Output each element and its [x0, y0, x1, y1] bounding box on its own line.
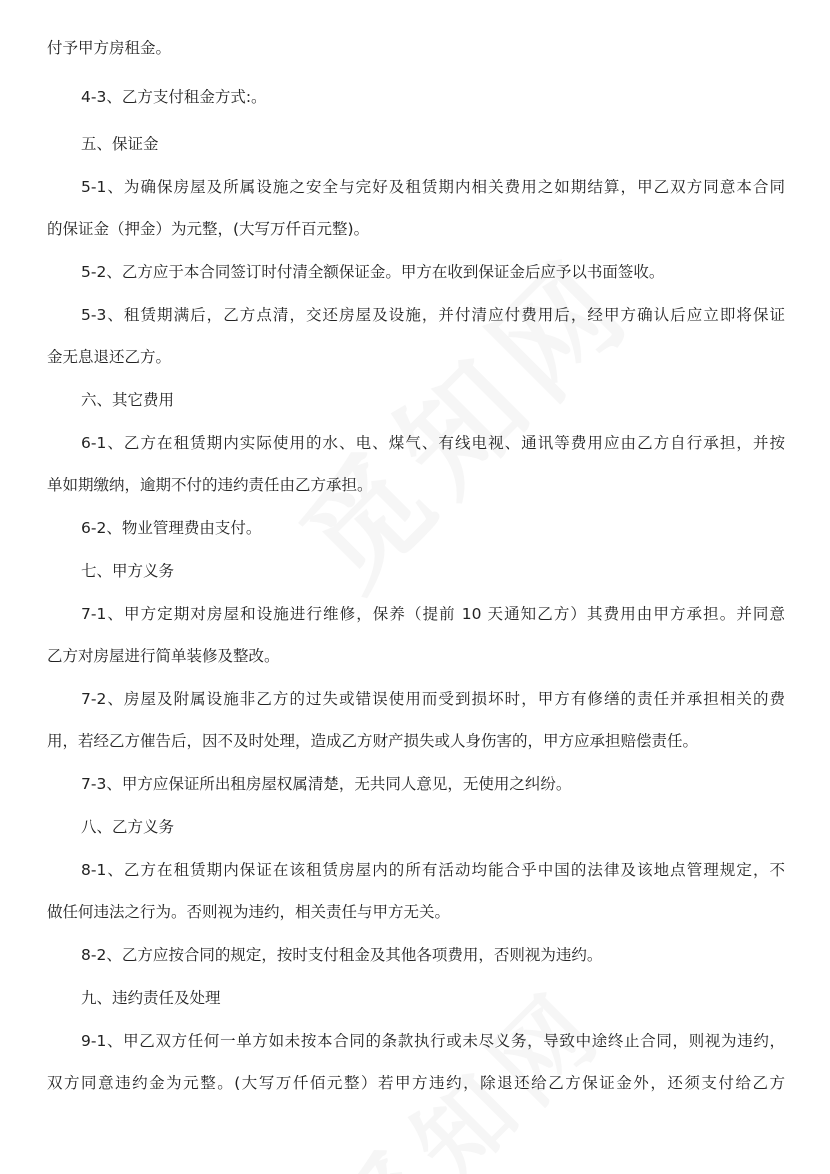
paragraph-line: 金无息退还乙方。	[47, 348, 172, 366]
paragraph-line: 8-2、乙方应按合同的规定，按时支付租金及其他各项费用，否则视为违约。	[81, 946, 603, 964]
paragraph-line: 5-2、乙方应于本合同签订时付清全额保证金。甲方在收到保证金后应予以书面签收。	[81, 263, 665, 281]
section-heading: 六、其它费用	[81, 391, 175, 409]
paragraph-line: 双方同意违约金为元整。(大写万仟佰元整）若甲方违约，除退还给乙方保证金外，还须支付给乙方	[47, 1074, 785, 1092]
paragraph-line: 5-3、租赁期满后，乙方点清，交还房屋及设施，并付清应付费用后，经甲方确认后应立即将保证	[81, 306, 785, 324]
paragraph-line: 乙方对房屋进行简单装修及整改。	[47, 647, 280, 665]
paragraph-line: 8-1、乙方在租赁期内保证在该租赁房屋内的所有活动均能合乎中国的法律及该地点管理规定，不	[81, 861, 785, 879]
paragraph-line: 7-1、甲方定期对房屋和设施进行维修，保养（提前 10 天通知乙方）其费用由甲方承担。并同意	[81, 605, 785, 623]
paragraph-line: 付予甲方房租金。	[47, 39, 172, 57]
section-heading: 八、乙方义务	[81, 818, 175, 836]
section-heading: 七、甲方义务	[81, 562, 175, 580]
paragraph-line: 7-3、甲方应保证所出租房屋权属清楚，无共同人意见，无使用之纠纷。	[81, 775, 572, 793]
paragraph-line: 做任何违法之行为。否则视为违约，相关责任与甲方无关。	[47, 903, 451, 921]
paragraph-line: 9-1、甲乙双方任何一单方如未按本合同的条款执行或未尽义务，导致中途终止合同，则视为违约，	[81, 1032, 785, 1050]
paragraph-line: 7-2、房屋及附属设施非乙方的过失或错误使用而受到损坏时，甲方有修缮的责任并承担相关的费	[81, 690, 785, 708]
paragraph-line: 用，若经乙方催告后，因不及时处理，造成乙方财产损失或人身伤害的，甲方应承担赔偿责任。	[47, 732, 699, 750]
paragraph-line: 单如期缴纳，逾期不付的违约责任由乙方承担。	[47, 476, 373, 494]
paragraph-line: 6-1、乙方在租赁期内实际使用的水、电、煤气、有线电视、通讯等费用应由乙方自行承担，并按	[81, 434, 785, 452]
paragraph-line: 6-2、物业管理费由支付。	[81, 519, 262, 537]
paragraph-line: 4-3、乙方支付租金方式:。	[81, 88, 267, 106]
paragraph-line: 的保证金（押金）为元整，(大写万仟百元整)。	[47, 220, 370, 238]
section-heading: 五、保证金	[81, 135, 159, 153]
section-heading: 九、违约责任及处理	[81, 989, 221, 1007]
paragraph-line: 5-1、为确保房屋及所属设施之安全与完好及租赁期内相关费用之如期结算，甲乙双方同意本合同	[81, 178, 785, 196]
